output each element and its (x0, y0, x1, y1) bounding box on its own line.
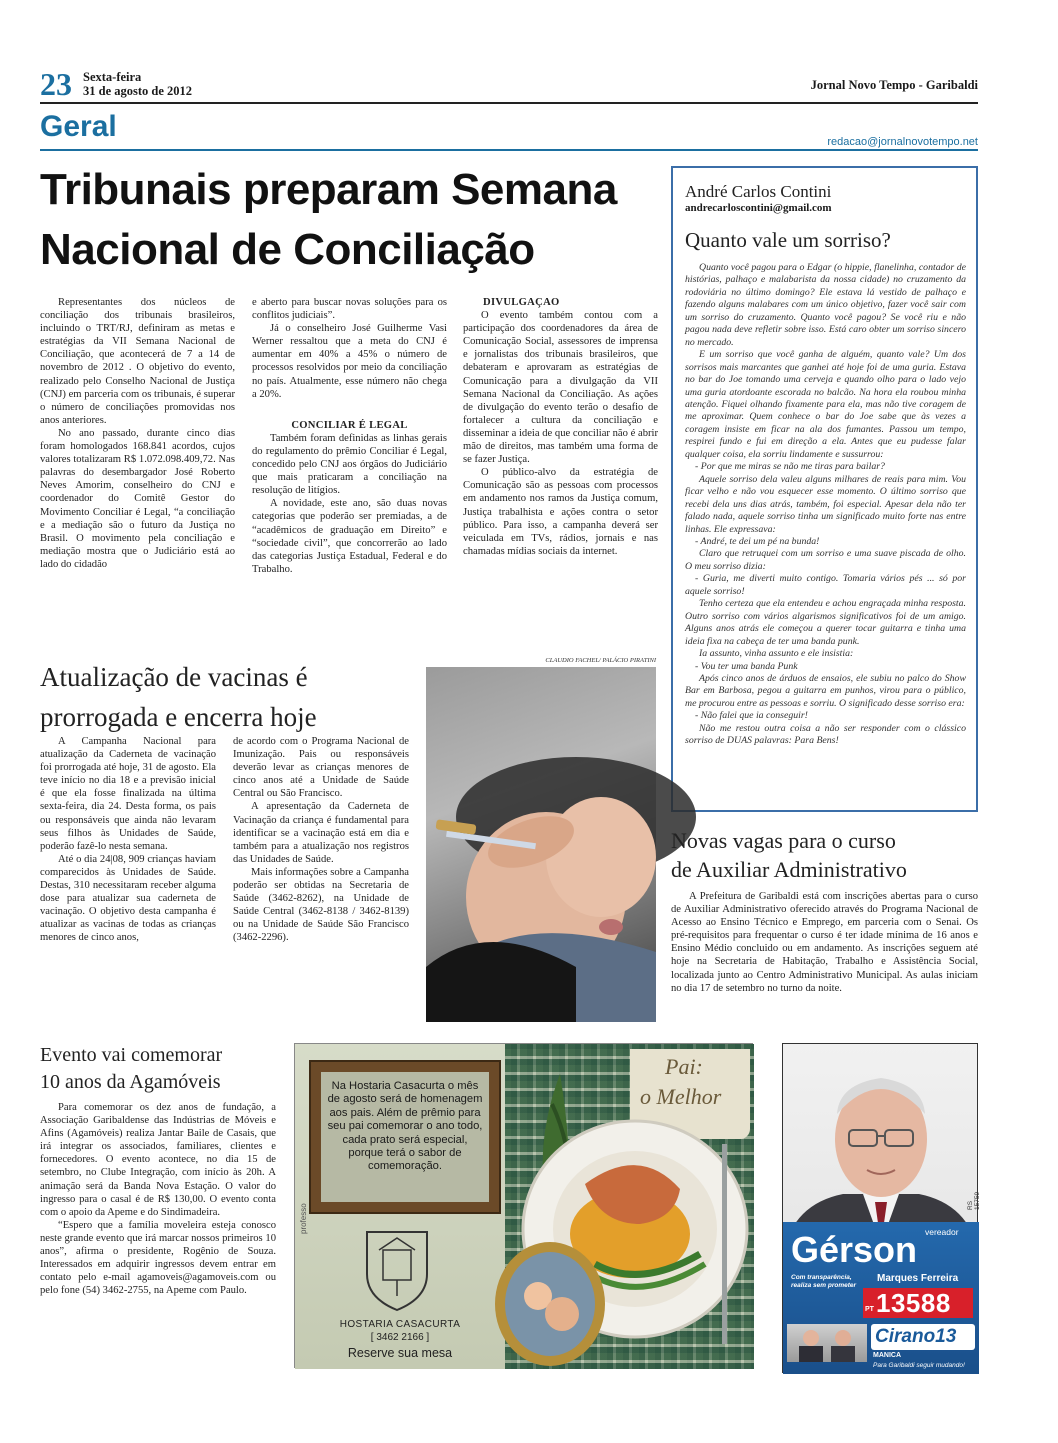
ad-tagline: Para Garibaldi seguir mudando! (873, 1362, 965, 1369)
article1-col3 (463, 296, 658, 558)
article3-body (671, 890, 978, 995)
ad-role: vereador (925, 1227, 959, 1237)
ad-side-text: professo (299, 1203, 308, 1234)
ad-mayor-name: Cirano13 (875, 1326, 957, 1347)
subhead-divulgacao: DIVULGAÇAO (483, 297, 560, 308)
hostaria-ad[interactable] (294, 1043, 753, 1368)
article3-headline-line2: de Auxiliar Administrativo (671, 857, 907, 882)
paragraph: O evento também contou com a participação dos coordenadores da área de Comunicação Social, assessores de imprensa e jornalistas dos tribunais brasileiros, que debateram e aprovaram as estratégias de Comunicação para a divulgação da VII Semana Nacional da Conciliação. As ações de divulgação do evento terão o desafio de fortalecer a cultura da conciliação e disseminar a ideia de que conciliar não é abrir mão de direitos, mas também uma forma de se fazer Justiça. (463, 310, 658, 466)
paragraph: Não me restou outra coisa a não ser responder com o clássico sorriso de DUAS palavras: Para Bens! (685, 722, 966, 747)
paragraph: Tenho certeza que ela entendeu e achou engraçada minha resposta. Outro sorriso com vários algarismos significativos foi de um amigo. Alguns anos atrás ele começou a querer tocar guitarra e tinha uma ideia fixa na cabeça de ter uma banda punk. (685, 598, 966, 647)
paragraph: E um sorriso que você ganha de alguém, quanto vale? Um dos sorrisos mais marcantes que ganhei até hoje foi de uma guria. Estava no bar do Joe tomando uma cerveja e quando olho para o lado vejo uma guria atordoante escorada no balcão. Na hora ela roubou minha atenção. Fiquei olhando fixamente para ela, mas não tive coragem de me aproximar. Quem conhece o bar do Joe sabe que às vezes a coragem insiste em ficar na ala dos fumantes. Passou um tempo, respirei fundo e fui em direção a ela. Antes que eu pudesse falar qualquer coisa, ela sorriu lindamente e sussurrou: (685, 349, 966, 460)
ad-side-code: RS 15759 (967, 1191, 981, 1210)
vaccine-photo (426, 667, 656, 1022)
crest-icon (353, 1226, 441, 1316)
article2-headline (40, 657, 430, 737)
ad-slogan-1: Com transparência, (791, 1274, 852, 1281)
subhead-conciliar: CONCILIAR É LEGAL (291, 419, 408, 431)
paragraph: Até o dia 24|08, 909 crianças haviam comparecidos às Unidades de Saúde. Destas, 310 necessitaram receber alguma dose para atualizar sua caderneta de vacinação. O objetivo desta campanha é atualizar as vacinas de todas as crianças menores de cinco anos, (40, 853, 216, 944)
paragraph: Para comemorar os dez anos de fundação, a Associação Garibaldense das Indústrias de Móveis e Afins (Agamóveis) realiza Jantar Baile de Casais, que irá integrar os associados, familiares, clientes e fornecedores. O evento acontece, no dia 15 de setembro, no Clube Integração, com início às 20h. A animação será da Banda Nova Estação. O valor do ingresso para o casal é de R$ 130,00. O evento conta com o apoio da Apeme e do Sindimadeira. (40, 1102, 276, 1218)
article2-headline-line2: prorrogada e encerra hoje (40, 702, 317, 732)
column-body (685, 262, 966, 748)
running-mates-illustration (787, 1324, 867, 1362)
section-rule (40, 149, 978, 151)
article1-headline-line2: Nacional de Conciliação (40, 225, 535, 274)
paragraph: “Espero que a família moveleira esteja conosco neste grande evento que irá marcar nossos primeiros 10 anos”, afirma o presidente, Rogênio de Souza. Interessados em adquirir ingressos devem entrar em contato pelo e-mail agamoveis@agamoveis.com ou pelo fone (54) 3462-2755, na Apeme com Paulo. (40, 1219, 276, 1297)
ad-frame-text: Na Hostaria Casacurta o mês de agosto será de homenagem aos pais. Além de prêmio para seu pai comemorar o ano todo, cada prato será especial, porque terá o sabor de comemoração. (327, 1080, 483, 1173)
dialogue-line: - Vou ter uma banda Punk (695, 660, 798, 672)
dialogue-line: - Guria, me diverti muito contigo. Tomaria vários pés ... só por aquele sorriso! (685, 573, 966, 597)
column-title: Quanto vale um sorriso? (685, 228, 891, 252)
ad-candidate-name: Gérson (791, 1229, 918, 1270)
article4-body (40, 1101, 276, 1297)
dialogue-line: - André, te dei um pé na bunda! (695, 535, 820, 547)
column-author: André Carlos Contini (685, 182, 832, 201)
paragraph: A apresentação da Caderneta de Vacinação da criança é fundamental para identificar se a vacinação está em dia e também para a atualização nos registros das Unidades de Saúde. (233, 801, 409, 865)
paragraph: Já o conselheiro José Guilherme Vasi Werner ressaltou que a meta do CNJ é aumentar em 40% a 45% o número de processos resolvidos por meio da conciliação no país. Atualmente, esse número não chega a 20%. (252, 323, 447, 400)
article2-headline-line1: Atualização de vacinas é (40, 662, 308, 692)
dialogue-line: - Por que me miras se não me tiras para bailar? (695, 461, 885, 473)
paragraph: de acordo com o Programa Nacional de Imunização. Pais ou responsáveis deverão levar as crianças menores de cinco anos até a Unidade de Saúde Central ou São Francisco. (233, 736, 409, 800)
ad-phone[interactable]: [ 3462 2166 ] (370, 1332, 430, 1343)
opinion-box (671, 166, 978, 812)
paragraph: Quanto você pagou para o Edgar (o hippie, flanelinha, contador de histórias, palhaço e malabarista da nossa cidade) no cruzamento da rodoviária no último domingo? Ele estava lá vestido de palhaço e fazendo alguns malabares com um único objetivo, fazer você sair com um sorriso do cruzamento. Quanto você pagou? Se você riu e não pagou nada deve refletir sobre isso. Está caro obter um sorriso sincero no mercado. (685, 262, 966, 348)
ad-cta[interactable]: Reserve sua mesa (347, 1346, 453, 1360)
column-author-email[interactable]: andrecarloscontini@gmail.com (685, 202, 832, 214)
paragraph: A Campanha Nacional para atualização da Caderneta de vacinação foi prorrogada até hoje, 31 de agosto. Ela teve início no dia 18 e a previsão inicial é que ela fosse finalizada na última sexta-feira, dia 24. Desta forma, os pais ou responsáveis que ainda não levaram seus filhos às Unidades de Saúde, poderão fazê-lo nesta semana. (40, 736, 216, 852)
article4-headline-line2: 10 anos da Agamóveis (40, 1071, 221, 1093)
page-number: 23 (40, 66, 72, 102)
paragraph: Aquele sorriso dela valeu alguns milhares de reais para mim. Vou ficar velho e não vou esquecer esse momento. O último sorriso que recebi dela uns dias atrás, também, foi especial. Apesar dela não ter falado nada, aquele sorriso tinha um significado muito forte nas entre linhas. Ele expressava: (685, 473, 966, 535)
paragraph: Representantes dos núcleos de conciliação dos tribunais brasileiros, incluindo o TRT/RJ, definiram as metas e estratégias da VII Semana Nacional de Conciliação, que acontecerá de 7 a 14 de novembro de 2012 . O objetivo do evento, realizado pelo Conselho Nacional de Justiça (CNJ) em parceria com os tribunais, é superar o número de conciliações promovidas nos anos anteriores. (40, 297, 235, 426)
food-plate-illustration (490, 1064, 750, 1364)
ad-script-line2: o Melhor (640, 1084, 722, 1109)
article1-headline-line1: Tribunais preparam Semana (40, 165, 617, 214)
article1-col2 (252, 296, 447, 576)
ad-candidate-surname: Marques Ferreira (877, 1273, 959, 1284)
article3-headline-line1: Novas vagas para o curso (671, 828, 896, 853)
paragraph: A novidade, este ano, são duas novas categorias que poderão ser premiadas, a de “acadêmicos de graduação em Direito” e “sociedade civil”, que concorrerão ao lado das categorias Justiça Estadual, Federal e do Trabalho. (252, 498, 447, 575)
paragraph: Ia assunto, vinha assunto e ele insistia: (699, 648, 854, 660)
picture-frame (311, 1062, 499, 1212)
ad-vice: MANICA (873, 1352, 901, 1359)
header-day: Sexta-feira (83, 70, 142, 84)
paragraph: Após cinco anos de árduos de ensaios, ele subiu no palco do Show Bar em Barbosa, pegou a guitarra em punhos, virou para o público, me procurou entre as pessoas e sorriu. O significado desse sorriso era: (685, 672, 966, 709)
paragraph: Também foram definidas as linhas gerais do regulamento do prêmio Conciliar é Legal, concedido pelo CNJ aos órgãos do Judiciário que mais praticaram a conciliação na resolução de litígios. (252, 432, 447, 497)
paragraph: No ano passado, durante cinco dias foram homologados 168.841 acordos, cujos valores totalizaram R$ 1.072.098.409,72. Nas palavras do desembargador José Roberto Neves Amorim, conselheiro do CNJ e coordenador do Comitê Gestor do Movimento Conciliar é Legal, “a conciliação e a mediação são o futuro da Justiça no Brasil. O movimento pela conciliação e mediação mostra que o Judiciário está ao lado do cidadão (40, 427, 235, 570)
article1-headline (40, 160, 660, 280)
paragraph: Mais informações sobre a Campanha poderão ser obtidas na Secretaria de Saúde (3462-8262), na Unidade de Saúde Central (3462-8138 / 3462-8139) ou na Unidade de Saúde São Francisco (3462-2296). (233, 866, 409, 944)
header-date: 31 de agosto de 2012 (83, 84, 193, 98)
dialogue-line: - Não falei que ia conseguir! (695, 710, 808, 722)
article1-col1 (40, 296, 235, 571)
paragraph: O público-alvo da estratégia de Comunicação são as pessoas com processos em andamento nos ramos da Justiça comum, Justiça trabalhista e ações contra o setor público. Para isso, a campanha deverá ser veiculada em TVs, rádios, jornais e nas chamadas mídias sociais da internet. (463, 467, 658, 557)
article4-headline-line1: Evento vai comemorar (40, 1044, 223, 1066)
vaccine-photo-illustration (426, 667, 656, 1022)
article4-headline (40, 1042, 280, 1096)
ad-slogan-2: realiza sem prometer (791, 1282, 857, 1289)
newspaper-name: Jornal Novo Tempo - Garibaldi (810, 78, 978, 92)
article2-col1 (40, 735, 216, 945)
running-mates-photo (787, 1324, 867, 1362)
section-title: Geral (40, 110, 117, 143)
ad-party: PT (865, 1306, 874, 1313)
article3-headline (671, 826, 981, 884)
paragraph: A Prefeitura de Garibaldi está com inscrições abertas para o curso de Auxiliar Administrativo oferecido através do Programa Nacional de Acesso ao Ensino Técnico e Emprego, em parceria com o Senai. Os pré-requisitos para frequentar o curso é ter idade mínima de 16 anos e Ensino Médio concluido ou em andamento. As inscrições seguem até hoje na Secretaria de Habitação, Trabalho e Assistência Social, localizada junto ao Centro Administrativo Municipal. As aulas iniciam no dia 17 de setembro no turno da noite. (671, 891, 978, 994)
ad-candidate-number: 13588 (876, 1288, 951, 1318)
photo-credit: CLAUDIO FACHEL/ PALÁCIO PIRATINI (545, 657, 656, 664)
paragraph: Claro que retruquei com um sorriso e uma suave piscada de olho. O meu sorriso dizia: (685, 548, 966, 572)
ad-script-line1: Pai: (665, 1054, 703, 1079)
paragraph: e aberto para buscar novas soluções para os conflitos judiciais”. (252, 297, 447, 322)
header-rule (40, 102, 978, 104)
section-email[interactable]: redacao@jornalnovotempo.net (827, 136, 978, 148)
article2-col2 (233, 735, 409, 945)
ad-restaurant-name: HOSTARIA CASACURTA (339, 1319, 461, 1330)
gerson-ad[interactable] (782, 1043, 981, 1373)
